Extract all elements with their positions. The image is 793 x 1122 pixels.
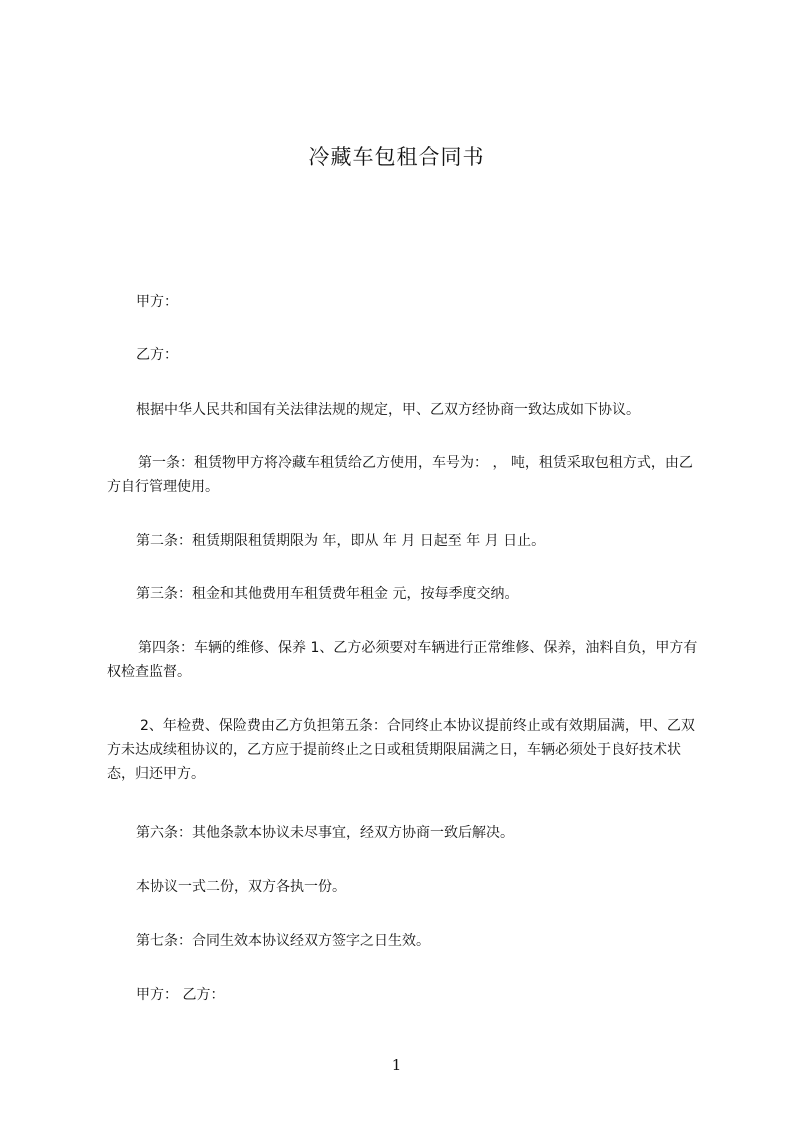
document-title: 冷藏车包租合同书 <box>308 145 485 169</box>
signature-line: 甲方： 乙方： <box>136 987 225 1003</box>
article-4-paragraph: 第四条：车辆的维修、保养 1、乙方必须要对车辆进行正常维修、保养，油料自负，甲方有权检查监督。 <box>107 640 698 680</box>
article-1-paragraph: 第一条：租赁物甲方将冷藏车租赁给乙方使用，车号为： ， 吨，租赁采取包租方式，由乙方自行管理使用。 <box>107 455 693 495</box>
article-3-paragraph: 第三条：租金和其他费用车租赁费年租金 元，按每季度交纳。 <box>136 586 519 602</box>
article-2-paragraph: 第二条：租赁期限租赁期限为 年，即从 年 月 日起至 年 月 日止。 <box>136 533 546 549</box>
page-number: 1 <box>391 1056 402 1074</box>
preamble-paragraph: 根据中华人民共和国有关法律法规的规定，甲、乙双方经协商一致达成如下协议。 <box>136 402 640 418</box>
article-6-paragraph: 第六条：其他条款本协议未尽事宜，经双方协商一致后解决。 <box>136 825 514 841</box>
party-b-label: 乙方： <box>136 347 178 363</box>
article-4-item-2-and-article-5-paragraph: 2、年检费、保险费由乙方负担第五条：合同终止本协议提前终止或有效期届满，甲、乙双方未达成续租协议的，乙方应于提前终止之日或租赁期限届满之日，车辆必须处于良好技术状态，归还甲方。 <box>107 718 695 782</box>
party-a-label: 甲方： <box>136 294 178 310</box>
copies-paragraph: 本协议一式二份，双方各执一份。 <box>136 879 346 895</box>
article-7-paragraph: 第七条：合同生效本协议经双方签字之日生效。 <box>136 933 430 949</box>
